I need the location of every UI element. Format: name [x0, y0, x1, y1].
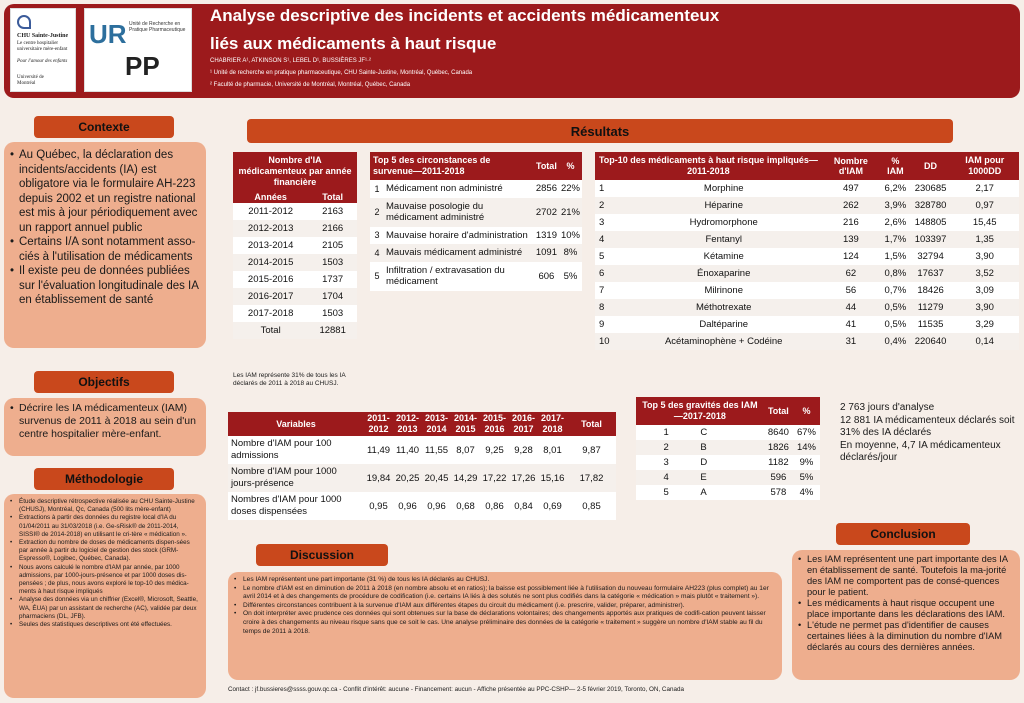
table-circ-title: Top 5 des circonstances de survenue—2011-2018 [370, 152, 534, 180]
udem-logo: Université de Montréal [17, 75, 44, 86]
table-row [370, 244, 582, 262]
table-cell: 17,82 [567, 464, 616, 492]
table-cell: Méthotrexate [626, 299, 822, 316]
table-cell: Nombres d'IAM pour 1000 doses dispensées [231, 494, 342, 517]
table-cell: 2017-2018 [247, 308, 294, 319]
table-cell: 9,25 [485, 444, 504, 456]
urpp-logo-text: Unité de Recherche en Pratique Pharmaceutique [129, 21, 186, 33]
table-cell: 2 [595, 197, 626, 214]
table-cell: 11535 [917, 319, 944, 330]
stats-summary [840, 402, 1016, 465]
table-cell: 220640 [911, 333, 951, 350]
conclusion-heading: Conclusion [836, 523, 970, 545]
table-cell: 10% [560, 229, 580, 241]
table-row [228, 436, 616, 464]
conclusion-box [792, 550, 1020, 680]
table-cell: Total [233, 322, 308, 339]
methodologie-list [10, 498, 200, 629]
bullet-item: • Décrire les IA médicamenteux (IAM) survenus de 2011 à 2018 au sein d'un centre hospitalier mère-enfant. [10, 402, 200, 441]
conclusion-list [798, 554, 1014, 653]
table-cell: 3,52 [950, 265, 1019, 282]
table-cell: 62 [822, 265, 880, 282]
table-cell: 6 [595, 265, 626, 282]
table-cell: 2015-2016 [247, 274, 294, 285]
table-row [595, 231, 1019, 248]
table-row [595, 333, 1019, 350]
table-cell: Mauvaise posologie du médicament administré [384, 198, 534, 227]
bullet-item: • Les médicaments à haut risque occupent une place importante dans les déclarations des IAM. [798, 598, 1014, 620]
table-cell: 3,29 [975, 319, 994, 330]
table-cell: 32794 [917, 251, 944, 262]
table-cell: Kétamine [703, 251, 744, 262]
bullet-item: 12 881 IA médicamenteux déclarés soit 31% des IA déclarés [840, 414, 1015, 438]
table-grav-title: Top 5 des gravités des IAM—2017-2018 [636, 397, 764, 425]
table-circ-col-pct: % [559, 152, 582, 180]
table-cell: 3,9% [880, 197, 911, 214]
table-cell: 0,97 [950, 197, 1019, 214]
footer-contact: Contact : jf.bussieres@ssss.gouv.qc.ca - Conflit d'intérêt: aucune - Financement: aucun - Affiche présentée au PPC-CSHP— 2-5 février 2019, Toronto, ON, Canada [228, 686, 684, 693]
table-grav-body [636, 425, 820, 500]
table-cell: 103397 [911, 231, 951, 248]
table-cell: Fentanyl [626, 231, 822, 248]
bullet-item: • Au Québec, la déclaration des incidents/accidents (IA) est obligatore via le formulaire AH-223 depuis 2002 et un registre national est mis à jour périodiquement avec un rapport annuel public [10, 148, 200, 235]
table-variables [228, 412, 616, 520]
table-ia-note: Les IAM représente 31% de tous les IA déclarés de 2011 à 2018 au CHUSJ. [233, 372, 346, 387]
table-top10-col-nb: Nombre d'IAM [822, 152, 880, 180]
table-row [595, 282, 1019, 299]
table-gravites [636, 397, 820, 500]
table-circonstances [370, 152, 582, 291]
poster-title-line1: Analyse descriptive des incidents et accidents médicamenteux [210, 6, 720, 25]
table-cell: 2016-2017 [509, 412, 538, 436]
table-cell: 12881 [308, 322, 357, 339]
table-cell: 44 [822, 299, 880, 316]
table-cell: 3,09 [975, 285, 994, 296]
table-cell: 1,7% [880, 231, 911, 248]
table-circ-col-total: Total [534, 152, 559, 180]
table-cell: 2012-2013 [233, 220, 308, 237]
table-ia-col-annees: Années [233, 191, 308, 203]
table-cell: 0,86 [485, 500, 504, 512]
table-cell: 2014-2015 [451, 412, 480, 436]
table-cell: 2166 [308, 220, 357, 237]
table-cell: 230685 [914, 183, 947, 194]
table-cell: 9,28 [514, 444, 533, 456]
bullet-item: • Étude descriptive rétrospective réalisée au CHU Sainte-Justine (CHUSJ), Montréal, Qc, Canada (500 lits mère-enfant) [10, 498, 200, 514]
table-row [595, 248, 1019, 265]
table-row [636, 470, 820, 485]
table-row [233, 203, 357, 220]
table-cell: 0,69 [543, 500, 562, 512]
table-cell: Mauvaise horaire d'administration [386, 229, 528, 241]
table-row [370, 262, 582, 291]
table-cell: 2,6% [884, 217, 907, 228]
table-row [636, 425, 820, 440]
table-cell: Infiltration / extravasation du médicament [386, 264, 505, 287]
affiliation-2: ² Faculté de pharmacie, Université de Montréal, Montréal, Québec, Canada [210, 82, 411, 88]
table-cell: 15,45 [972, 217, 997, 228]
table-cell: Daltéparine [699, 319, 749, 330]
bullet-item: • Le nombre d'IAM est en diminution de 2011 à 2018 (en nombre absolu et en ratios); la baisse est possiblement liée à l'utilisation du nouveau formulaire AH223 (plus complet) au 1er avril 2014 et à des changements de procédure de codification (i.e. certains IA liés à des solutés ne sont plus codifiés dans la catégorie « médication » mais plutôt « traitement »). [234, 585, 776, 602]
table-cell: Acétaminophène + Codéine [626, 333, 822, 350]
chu-logo-icon [17, 15, 31, 29]
table-row [636, 440, 820, 455]
table-cell: 5 [663, 487, 669, 498]
table-cell: 2105 [322, 240, 344, 251]
bullet-item: • Extraction du nombre de doses de médicaments dispen-sées par année à partir du logiciel de gestion des stock (GRM-Espresso®, Logibec, Québec, Canada). [10, 539, 200, 564]
table-cell: 216 [842, 217, 859, 228]
table-top10-col-pct: % IAM [880, 152, 911, 180]
table-circ-body [370, 180, 582, 291]
table-top10-body [595, 180, 1019, 350]
table-row [595, 265, 1019, 282]
table-cell: 4% [799, 487, 814, 498]
bullet-item: • Seules des statistiques descriptives ont été effectuées. [10, 621, 200, 629]
table-cell: 20,25 [393, 464, 422, 492]
bullet-item: • Nous avons calculé le nombre d'IAM par année, par 1000 admissions, par 1000-jours-présence et par 1000 doses dis-pensées ; de plus, nous avons exploré le top-10 des médica-ments à haut risque impliqués [10, 564, 200, 597]
table-cell: 11279 [911, 299, 951, 316]
table-cell: 3,90 [950, 299, 1019, 316]
bullet-item: • Extractions à partir des données du registre local d'IA du 01/04/2011 au 31/03/2018 (i.e. Ge-sRisk® de 2011-2014, SISSI® de 2014-2018) en utilisant le cri-tère « médication ». [10, 514, 200, 539]
bullet-item: • Certains I/A sont notamment asso-ciés à l'utilisation de médicaments [10, 235, 200, 264]
table-cell: 1737 [322, 274, 344, 285]
table-cell: 1 [663, 427, 669, 438]
table-cell: 0,4% [880, 333, 911, 350]
table-cell: A [700, 487, 707, 498]
table-cell: 0,7% [884, 285, 907, 296]
table-cell: 8640 [767, 427, 789, 438]
table-cell: 9% [799, 457, 814, 468]
discussion-box [228, 572, 782, 680]
table-cell: 2012-2013 [393, 412, 422, 436]
table-row [595, 180, 1019, 197]
table-cell: 578 [770, 487, 787, 498]
table-cell: Milrinone [704, 285, 743, 296]
table-ia-body [233, 203, 357, 339]
bullet-item: En moyenne, 4,7 IA médicamenteux déclarés/jour [840, 439, 1001, 463]
table-cell: 2 [636, 440, 696, 455]
table-cell: Médicament non administré [386, 183, 503, 194]
table-row [228, 464, 616, 492]
table-cell: 41 [845, 319, 857, 330]
contexte-box [4, 142, 206, 348]
chu-logo-name: CHU Sainte-Justine [17, 33, 69, 39]
table-cell: 596 [764, 470, 793, 485]
table-cell: 497 [842, 183, 859, 194]
table-cell: 7 [599, 285, 605, 296]
table-cell: 5% [793, 470, 820, 485]
table-cell: 1503 [308, 254, 357, 271]
table-cell: 11,40 [395, 444, 420, 456]
table-cell: 2015-2016 [480, 412, 509, 436]
table-cell: 10 [595, 333, 626, 350]
bullet-item: • Les IAM représentent une part importante (31 %) de tous les IA déclarés au CHUSJ. [234, 576, 776, 585]
table-row [228, 492, 616, 520]
table-grav-col-total: Total [764, 397, 793, 425]
affiliation-1: ¹ Unité de recherche en pratique pharmaceutique, CHU Sainte-Justine, Montréal, Québec, Canada [210, 70, 473, 76]
table-top10 [595, 152, 1019, 350]
table-cell: 0,8% [880, 265, 911, 282]
table-cell: D [700, 457, 708, 468]
table-cell: 15,16 [538, 464, 567, 492]
table-cell: 1,35 [950, 231, 1019, 248]
table-row [370, 180, 582, 198]
objectifs-box [4, 398, 206, 456]
table-ia-annee [233, 152, 357, 339]
table-cell: 0,5% [880, 299, 911, 316]
table-grav-col-pct: % [793, 397, 820, 425]
urpp-logo [84, 8, 192, 92]
table-cell: 2014-2015 [233, 254, 308, 271]
table-cell: 11,55 [424, 444, 449, 456]
table-cell: 18426 [917, 285, 944, 296]
table-cell: 8 [595, 299, 626, 316]
urpp-logo-pp: PP [125, 51, 160, 81]
table-cell: 2013-2014 [422, 412, 451, 436]
table-cell: 4 [636, 470, 696, 485]
table-cell: 606 [538, 270, 555, 282]
table-cell: 17,22 [480, 464, 509, 492]
table-cell: 2016-2017 [233, 288, 308, 305]
discussion-list [234, 576, 776, 636]
table-ia-title: Nombre d'IA médicamenteux par année financière [233, 152, 357, 191]
table-cell: 31 [822, 333, 880, 350]
table-top10-col-dd: DD [911, 152, 951, 180]
bullet-item: • L'étude ne permet pas d'identifier de causes certaines liées à la diminution du nombre d'IAM déclarés au cours des dernières années. [798, 620, 1014, 653]
chu-logo-sub: Le centre hospitalier universitaire mère-enfant [17, 41, 68, 52]
table-row [233, 254, 357, 271]
bullet-item: • Analyse des données via un chiffrier (Excel®, Microsoft, Seattle, WA, ÉUA) par un assistant de recherche (AC), validée par deux pharmaciens (DL, JFB). [10, 596, 200, 621]
table-cell: 1,5% [884, 251, 907, 262]
table-cell: 3 [663, 457, 669, 468]
table-cell: 2,17 [975, 183, 994, 194]
bullet-item: • Il existe peu de données publiées sur l'évaluation longitudinale des IA en établissement de santé [10, 264, 200, 308]
table-cell: 2702 [534, 198, 559, 227]
table-cell: 0,96 [427, 500, 446, 512]
table-cell: 1 [374, 183, 380, 194]
table-row [595, 197, 1019, 214]
table-cell: 3 [599, 217, 605, 228]
table-cell: 8% [559, 244, 582, 262]
contexte-heading: Contexte [34, 116, 174, 138]
table-row [233, 288, 357, 305]
table-row [636, 455, 820, 470]
table-cell: 9 [599, 319, 605, 330]
table-cell: 139 [822, 231, 880, 248]
methodologie-box [4, 494, 206, 698]
table-cell: 2 [370, 198, 384, 227]
table-top10-title: Top-10 des médicaments à haut risque impliqués—2011-2018 [595, 152, 822, 180]
table-cell: 3,90 [975, 251, 994, 262]
table-row [233, 220, 357, 237]
table-cell: Énoxaparine [626, 265, 822, 282]
table-cell: Nombre d'IAM pour 1000 jours-présence [228, 464, 364, 492]
table-cell: 2017-2018 [538, 412, 567, 436]
table-row [233, 271, 357, 288]
table-cell: E [696, 470, 764, 485]
bullet-item: • Différentes circonstances contribuent à la survenue d'IAM aux différentes étapes du circuit du médicament (i.e. prescrire, valider, préparer, administrer). [234, 602, 776, 611]
table-cell: 8,07 [456, 444, 475, 456]
table-cell: Hydromorphone [689, 217, 758, 228]
table-cell: 124 [842, 251, 859, 262]
table-cell: 67% [796, 427, 816, 438]
table-row [233, 237, 357, 254]
table-cell: 2856 [535, 183, 557, 195]
methodologie-heading: Méthodologie [34, 468, 174, 490]
contexte-list [10, 148, 200, 308]
table-cell: 4 [370, 244, 384, 262]
table-cell: 14,29 [451, 464, 480, 492]
table-cell: 0,68 [456, 500, 475, 512]
table-row [370, 227, 582, 245]
table-top10-col-ratio: IAM pour 1000DD [950, 152, 1019, 180]
objectifs-list [10, 402, 200, 441]
table-cell: 1319 [535, 229, 557, 241]
table-var-body [228, 436, 616, 520]
table-cell: 17,26 [509, 464, 538, 492]
table-cell: 5 [374, 271, 380, 281]
chu-logo-tag: Pour l'amour des enfants [17, 59, 68, 64]
table-cell: 0,14 [950, 333, 1019, 350]
table-cell: C [700, 427, 708, 438]
table-cell: 0,85 [582, 500, 601, 512]
urpp-logo-ur: UR [89, 19, 127, 49]
chu-logo [10, 8, 76, 92]
table-cell: 1503 [322, 308, 344, 319]
table-cell: 148805 [914, 217, 947, 228]
poster-authors: CHABRIER A¹, ATKINSON S¹, LEBEL D¹, BUSSIÈRES JF¹·² [210, 58, 372, 64]
table-cell: B [696, 440, 764, 455]
table-cell: 21% [559, 198, 582, 227]
discussion-heading: Discussion [256, 544, 388, 566]
table-cell: Héparine [626, 197, 822, 214]
table-row [370, 198, 582, 227]
table-cell: 2163 [322, 206, 344, 217]
table-cell: 5% [563, 270, 578, 282]
table-cell: 262 [822, 197, 880, 214]
bullet-item: • Les IAM représentent une part importante des IA en établissement de santé. Toutefois la ma-jorité des IAM ne comportent pas de consé-quences pour le patient. [798, 554, 1014, 598]
table-cell: 6,2% [884, 183, 907, 194]
table-ia-col-total: Total [308, 191, 357, 203]
table-row [233, 305, 357, 322]
table-cell: 2011-2012 [248, 206, 294, 217]
table-cell: 4 [595, 231, 626, 248]
table-cell: Nombre d'IAM pour 100 admissions [231, 438, 332, 461]
table-cell: 20,45 [422, 464, 451, 492]
table-row [233, 322, 357, 339]
table-cell: 0,5% [884, 319, 907, 330]
table-cell: 1 [599, 183, 605, 194]
table-cell: 3 [374, 230, 380, 241]
objectifs-heading: Objectifs [34, 371, 174, 393]
table-cell: 22% [560, 183, 580, 195]
table-var-col-variables: Variables [228, 412, 364, 436]
table-cell: 0,95 [369, 500, 388, 512]
table-cell: 8,01 [543, 444, 562, 456]
poster-title-line2: liés aux médicaments à haut risque [210, 34, 497, 53]
table-row [636, 485, 820, 500]
table-cell: 19,84 [364, 464, 393, 492]
table-cell: Total [567, 412, 616, 436]
table-cell: 2011-2012 [364, 412, 393, 436]
table-cell: Morphine [703, 183, 744, 194]
stats-list [840, 402, 1016, 465]
table-cell: 1182 [768, 457, 789, 468]
table-cell: 5 [599, 251, 605, 262]
table-cell: 0,84 [514, 500, 533, 512]
table-cell: 14% [793, 440, 820, 455]
bullet-item: • On doit interpréter avec prudence ces données qui sont obtenues sur la base de déclarations volontaires; des changements apportés aux pratiques de codifi-cation peuvent laisser croire à des changements au niveau risque sans que ce soit le cas. Une analyse préliminaire des données de la catégorie « traitement » suggère un nombre d'IAM stable au fil du temps de 2011 à 2018. [234, 610, 776, 636]
table-cell: 0,96 [398, 500, 417, 512]
table-cell: 1826 [764, 440, 793, 455]
table-cell: 9,87 [582, 444, 601, 456]
table-cell: 328780 [911, 197, 951, 214]
table-row [595, 316, 1019, 333]
table-row [595, 214, 1019, 231]
table-cell: 2013-2014 [247, 240, 294, 251]
resultats-heading: Résultats [247, 119, 953, 143]
table-cell: 1091 [534, 244, 559, 262]
table-cell: 11,49 [366, 444, 391, 456]
table-cell: 17637 [911, 265, 951, 282]
bullet-item: 2 763 jours d'analyse [840, 402, 935, 413]
table-cell: 1704 [308, 288, 357, 305]
table-row [595, 299, 1019, 316]
table-cell: Mauvais médicament administré [384, 244, 534, 262]
table-cell: 56 [845, 285, 857, 296]
